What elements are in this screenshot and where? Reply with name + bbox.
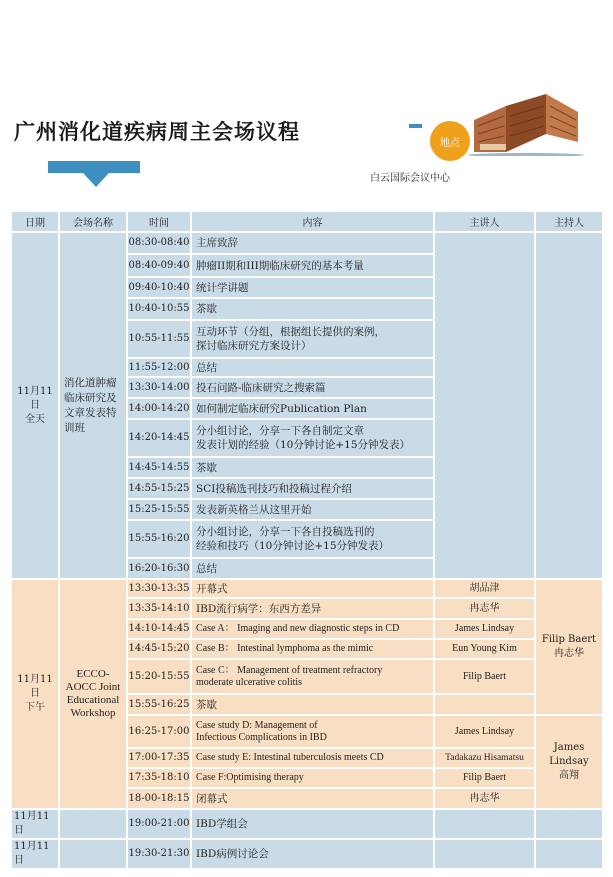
venue-name: 白云国际会议中心: [370, 173, 450, 184]
content-cell: Case B： Intestinal lymphoma as the mimic: [192, 640, 433, 658]
host-cell: [536, 233, 602, 578]
content-cell: 开幕式: [192, 580, 433, 597]
speaker-cell: Eun Young Kim: [435, 640, 534, 658]
content-cell: Case A： Imaging and new diagnostic steps in CD: [192, 620, 433, 638]
content-cell: IBD流行病学：东西方差异: [192, 599, 433, 618]
title-accent-arrow: [83, 173, 109, 187]
content-cell: SCI投稿选刊技巧和投稿过程介绍: [192, 479, 433, 498]
time-cell: 15:55-16:20: [128, 521, 190, 557]
time-cell: 10:40-10:55: [128, 299, 190, 319]
column-header: 主讲人: [435, 212, 534, 231]
speaker-cell: 胡品津: [435, 580, 534, 597]
time-cell: 14:55-15:25: [128, 479, 190, 498]
time-cell: 15:25-15:55: [128, 500, 190, 519]
date-cell: 11月11日 下午: [12, 580, 58, 808]
date-cell: 11月11日 全天: [12, 233, 58, 578]
time-cell: 19:00-21:00: [128, 810, 190, 838]
column-header: 会场名称: [60, 212, 126, 231]
date-cell: 11月11日: [12, 810, 58, 838]
content-cell: 分小组讨论，分享一下各自制定文章 发表计划的经验（10分钟讨论+15分钟发表）: [192, 420, 433, 456]
content-cell: Case C： Management of treatment refractory moderate ulcerative colitis: [192, 660, 433, 693]
time-cell: 13:30-13:35: [128, 580, 190, 597]
time-cell: 14:45-14:55: [128, 458, 190, 477]
content-cell: 发表新英格兰从这里开始: [192, 500, 433, 519]
speaker-cell: Tadakazu Hisamatsu: [435, 749, 534, 767]
time-cell: 09:40-10:40: [128, 278, 190, 297]
column-header: 内容: [192, 212, 433, 231]
venue-dash: [409, 124, 422, 128]
time-cell: 14:45-15:20: [128, 640, 190, 658]
speaker-cell: James Lindsay: [435, 716, 534, 747]
date-cell: 11月11日: [12, 840, 58, 868]
time-cell: 14:20-14:45: [128, 420, 190, 456]
content-cell: 投石问路-临床研究之搜索篇: [192, 378, 433, 397]
speaker-cell: James Lindsay: [435, 620, 534, 638]
time-cell: 16:20-16:30: [128, 559, 190, 578]
content-cell: 如何制定临床研究Publication Plan: [192, 399, 433, 418]
content-cell: IBD学组会: [192, 810, 433, 838]
table-row: [12, 233, 602, 253]
speaker-cell: [435, 233, 534, 578]
content-cell: Case study E: Intestinal tuberculosis meets CD: [192, 749, 433, 767]
content-cell: Case study D: Management of Infectious Complications in IBD: [192, 716, 433, 747]
host-cell: [536, 810, 602, 838]
content-cell: 肿瘤II期和III期临床研究的基本考量: [192, 255, 433, 276]
speaker-cell: Filip Baert: [435, 769, 534, 787]
time-cell: 18-00-18:15: [128, 789, 190, 808]
column-header: 时间: [128, 212, 190, 231]
time-cell: 15:20-15:55: [128, 660, 190, 693]
table-row: [12, 840, 602, 868]
content-cell: 统计学讲题: [192, 278, 433, 297]
venue-building-image: [466, 94, 584, 156]
content-cell: 茶歇: [192, 299, 433, 319]
time-cell: 19:30-21:30: [128, 840, 190, 868]
time-cell: 17:00-17:35: [128, 749, 190, 767]
column-header: 主持人: [536, 212, 602, 231]
content-cell: 总结: [192, 359, 433, 376]
time-cell: 08:30-08:40: [128, 233, 190, 253]
content-cell: 分小组讨论，分享一下各自投稿选刊的 经验和技巧（10分钟讨论+15分钟发表）: [192, 521, 433, 557]
speaker-cell: [435, 810, 534, 838]
time-cell: 14:00-14:20: [128, 399, 190, 418]
content-cell: 总结: [192, 559, 433, 578]
time-cell: 14:10-14:45: [128, 620, 190, 638]
content-cell: Case F:Optimising therapy: [192, 769, 433, 787]
speaker-cell: Filip Baert: [435, 660, 534, 693]
content-cell: 互动环节（分组，根据组长提供的案例， 探讨临床研究方案设计）: [192, 321, 433, 357]
venue-badge: 地点: [430, 121, 470, 161]
time-cell: 13:35-14:10: [128, 599, 190, 618]
header-row: [12, 212, 602, 231]
table-row: [12, 580, 602, 597]
content-cell: IBD病例讨论会: [192, 840, 433, 868]
time-cell: 16:25-17:00: [128, 716, 190, 747]
time-cell: 17:35-18:10: [128, 769, 190, 787]
title-accent-bar: [48, 161, 140, 173]
speaker-cell: [435, 840, 534, 868]
time-cell: 11:55-12:00: [128, 359, 190, 376]
table-row: [12, 810, 602, 838]
host-cell: James Lindsay 高翔: [536, 716, 602, 808]
host-cell: [536, 840, 602, 868]
column-header: 日期: [12, 212, 58, 231]
content-cell: 闭幕式: [192, 789, 433, 808]
time-cell: 15:55-16:25: [128, 695, 190, 714]
venue-cell: ECCO-AOCC Joint Educational Workshop: [60, 580, 126, 808]
time-cell: 13:30-14:00: [128, 378, 190, 397]
speaker-cell: 冉志华: [435, 599, 534, 618]
content-cell: 茶歇: [192, 695, 433, 714]
speaker-cell: [435, 695, 534, 714]
host-cell: Filip Baert 冉志华: [536, 580, 602, 714]
agenda-table: [10, 210, 604, 870]
time-cell: 08:40-09:40: [128, 255, 190, 276]
venue-cell: 消化道肿瘤临床研究及文章发表特训班: [60, 233, 126, 578]
time-cell: 10:55-11:55: [128, 321, 190, 357]
venue-cell: [60, 810, 126, 838]
page-title: 广州消化道疾病周主会场议程: [14, 120, 300, 144]
content-cell: 主席致辞: [192, 233, 433, 253]
venue-cell: [60, 840, 126, 868]
content-cell: 茶歇: [192, 458, 433, 477]
speaker-cell: 冉志华: [435, 789, 534, 808]
